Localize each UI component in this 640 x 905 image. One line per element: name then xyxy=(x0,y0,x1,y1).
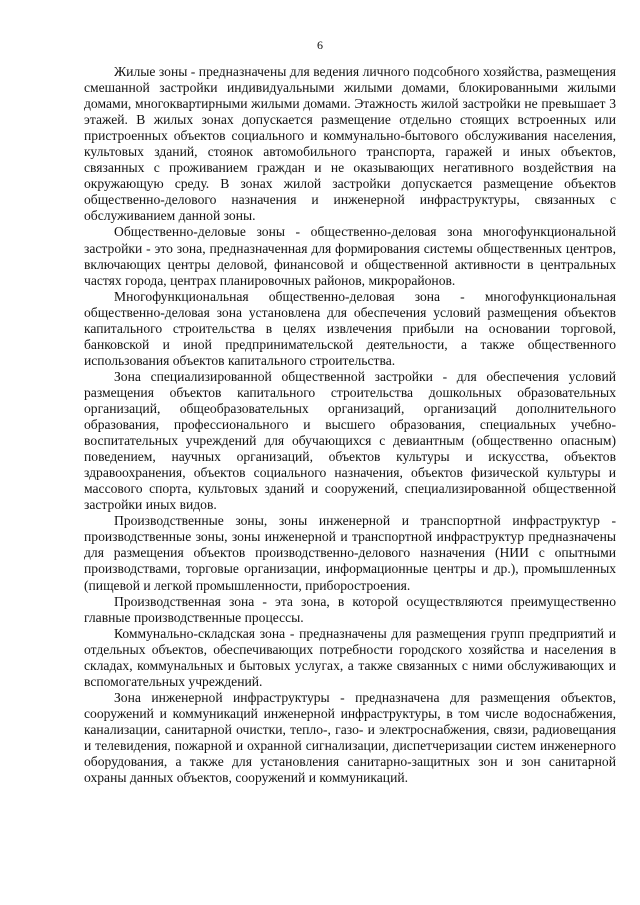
paragraph-industrial-zones: Производственные зоны, зоны инженерной и транспортной инфраструктур - производственные зоны, зоны инженерной и транспортной инфраструктур предназначены для размещения объектов производственно-делового назначения (НИИ с опытными производствами, торговые организации, информационные центры и др.), промышленных (пищевой и легкой промышленности, приборостроения. xyxy=(84,513,616,593)
paragraph-public-business-zones: Общественно-деловые зоны - общественно-деловая зона многофункциональной застройки - это зона, предназначенная для формирования системы общественных центров, включающих центры деловой, финансовой и общественной активности в центральных частях города, центрах планировочных районов, микрорайонов. xyxy=(84,224,616,288)
paragraph-engineering-infrastructure-zone: Зона инженерной инфраструктуры - предназначена для размещения объектов, сооружений и коммуникаций инженерной инфраструктуры, в том числе водоснабжения, канализации, санитарной очистки, тепло-, газо- и электроснабжения, связи, радиовещания и телевидения, пожарной и охранной сигнализации, диспетчеризации систем инженерного оборудования, а также для установления санитарно-защитных зон и зон санитарной охраны данных объектов, сооружений и коммуникаций. xyxy=(84,689,616,786)
page-body xyxy=(84,64,616,786)
paragraph-specialized-public-zone: Зона специализированной общественной застройки - для обеспечения условий размещения объектов капитального строительства дошкольных образовательных организаций, общеобразовательных организаций, организаций дополнительного образования, профессионального и высшего образования, специальных учебно-воспитательных учреждений для обучающихся с девиантным (общественно опасным) поведением, научных организаций, объектов культуры и искусства, объектов здравоохранения, объектов социального назначения, объектов физической культуры и массового спорта, культовых зданий и сооружений, специализированной общественной застройки иных видов. xyxy=(84,368,616,513)
page-number: 6 xyxy=(317,38,323,52)
paragraph-multifunctional-zone: Многофункциональная общественно-деловая зона - многофункциональная общественно-деловая зона установлена для обеспечения условий размещения объектов капитального строительства в целях извлечения прибыли на основании торговой, банковской и иной предпринимательской деятельности, а также общественного использования объектов капитального строительства. xyxy=(84,288,616,368)
paragraph-communal-storage-zone: Коммунально-складская зона - предназначены для размещения групп предприятий и отдельных объектов, обеспечивающих потребности городского хозяйства и населения в складах, коммунальных и бытовых услугах, а также связанных с ними обслуживающих и вспомогательных учреждений. xyxy=(84,625,616,689)
paragraph-residential-zones: Жилые зоны - предназначены для ведения личного подсобного хозяйства, размещения смешанной застройки индивидуальными жилыми домами, блокированными жилыми домами, многоквартирными жилыми домами. Этажность жилой застройки не превышает 3 этажей. В жилых зонах допускается размещение отдельно стоящих встроенных или пристроенных объектов социального и коммунально-бытового обслуживания населения, культовых зданий, стоянок автомобильного транспорта, гаражей и иных объектов, связанных с проживанием граждан и не оказывающих негативного воздействия на окружающую среду. В зонах жилой застройки допускается размещение объектов общественно-делового назначения и инженерной инфраструктуры, связанных с обслуживанием данной зоны. xyxy=(84,64,616,224)
paragraph-production-zone: Производственная зона - эта зона, в которой осуществляются преимущественно главные производственные процессы. xyxy=(84,593,616,625)
